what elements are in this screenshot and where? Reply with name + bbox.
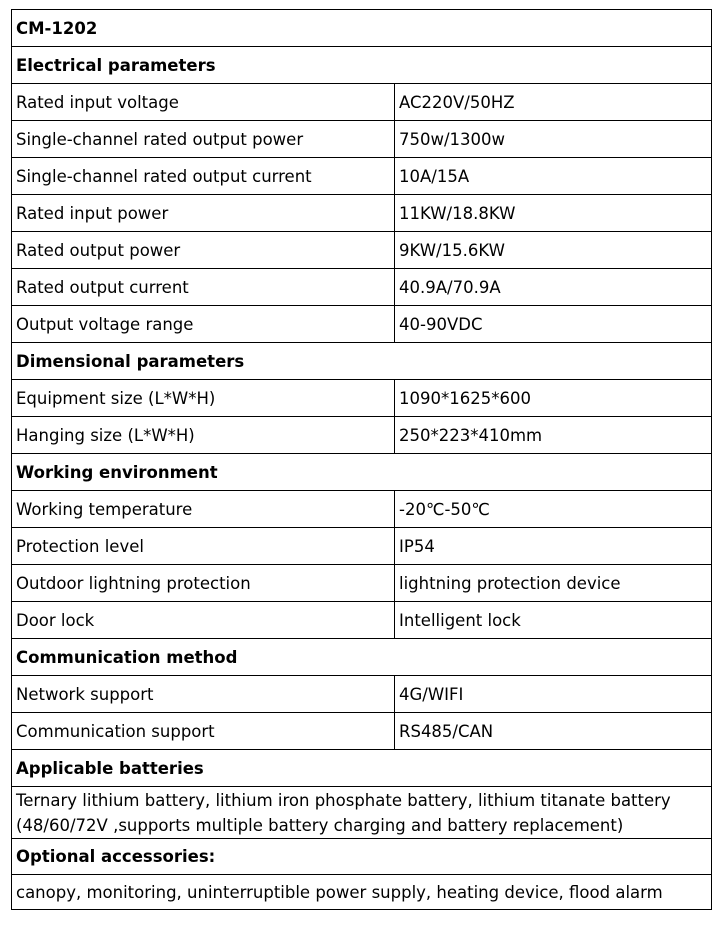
param-value: IP54 [395, 528, 712, 565]
table-row [12, 491, 712, 528]
param-value: 750w/1300w [395, 121, 712, 158]
param-value: AC220V/50HZ [395, 84, 712, 121]
param-value: 11KW/18.8KW [395, 195, 712, 232]
param-value: -20℃-50℃ [395, 491, 712, 528]
table-row [12, 417, 712, 454]
param-label: Output voltage range [12, 306, 395, 343]
section-header-row [12, 750, 712, 787]
accessories-text: canopy, monitoring, uninterruptible power supply, heating device, flood alarm [12, 875, 712, 910]
section-header-row [12, 47, 712, 84]
param-label: Hanging size (L*W*H) [12, 417, 395, 454]
table-row [12, 121, 712, 158]
table-row [12, 380, 712, 417]
table-row [12, 713, 712, 750]
table-row [12, 269, 712, 306]
param-label: Rated input power [12, 195, 395, 232]
param-value: 9KW/15.6KW [395, 232, 712, 269]
param-value: RS485/CAN [395, 713, 712, 750]
table-row [12, 195, 712, 232]
section-header-row [12, 343, 712, 380]
param-label: Single-channel rated output current [12, 158, 395, 195]
param-label: Single-channel rated output power [12, 121, 395, 158]
spec-table [11, 9, 712, 910]
table-row [12, 528, 712, 565]
table-title: CM-1202 [12, 10, 712, 47]
param-label: Outdoor lightning protection [12, 565, 395, 602]
section-header-electrical: Electrical parameters [12, 47, 712, 84]
param-label: Communication support [12, 713, 395, 750]
param-value: 1090*1625*600 [395, 380, 712, 417]
param-label: Network support [12, 676, 395, 713]
table-row [12, 158, 712, 195]
section-header-row [12, 639, 712, 676]
table-row [12, 676, 712, 713]
table-row [12, 232, 712, 269]
param-value: Intelligent lock [395, 602, 712, 639]
param-value: 4G/WIFI [395, 676, 712, 713]
param-label: Protection level [12, 528, 395, 565]
title-row [12, 10, 712, 47]
table-row [12, 602, 712, 639]
param-value: 40.9A/70.9A [395, 269, 712, 306]
param-label: Rated output current [12, 269, 395, 306]
section-header-communication: Communication method [12, 639, 712, 676]
param-value: 40-90VDC [395, 306, 712, 343]
table-row [12, 84, 712, 121]
table-row [12, 787, 712, 839]
param-value: lightning protection device [395, 565, 712, 602]
section-header-accessories: Optional accessories: [12, 839, 712, 875]
section-header-row [12, 839, 712, 875]
table-row [12, 306, 712, 343]
section-header-dimensional: Dimensional parameters [12, 343, 712, 380]
batteries-text: Ternary lithium battery, lithium iron phosphate battery, lithium titanate battery (48/60/72V ,supports multiple battery charging and battery replacement) [12, 787, 712, 839]
section-header-batteries: Applicable batteries [12, 750, 712, 787]
table-row [12, 875, 712, 910]
section-header-environment: Working environment [12, 454, 712, 491]
param-label: Equipment size (L*W*H) [12, 380, 395, 417]
section-header-row [12, 454, 712, 491]
param-value: 250*223*410mm [395, 417, 712, 454]
param-label: Rated input voltage [12, 84, 395, 121]
param-value: 10A/15A [395, 158, 712, 195]
param-label: Rated output power [12, 232, 395, 269]
param-label: Door lock [12, 602, 395, 639]
table-row [12, 565, 712, 602]
param-label: Working temperature [12, 491, 395, 528]
